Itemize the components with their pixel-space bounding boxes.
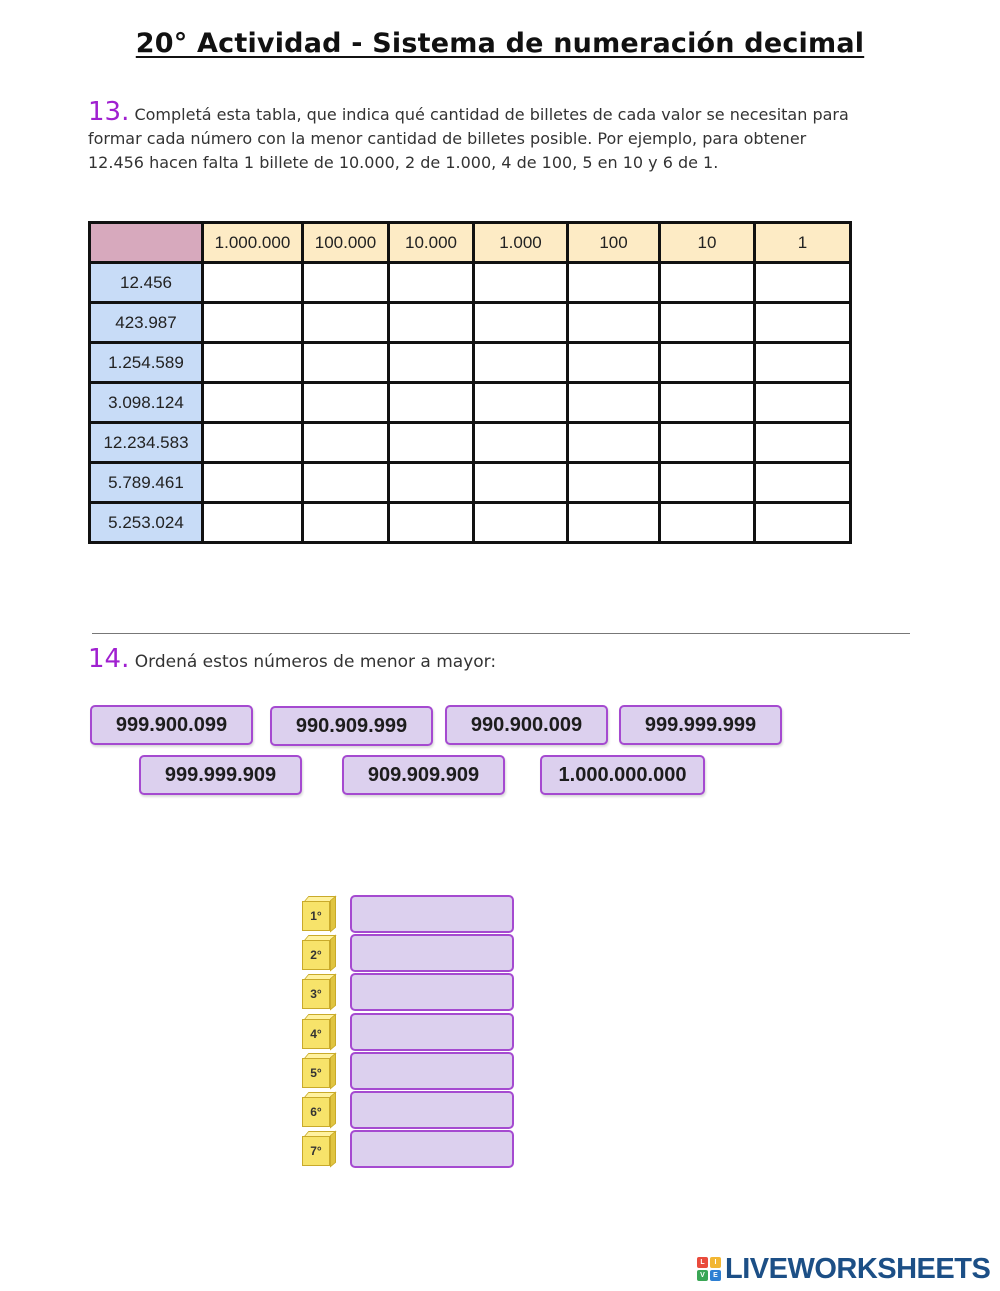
answer-input[interactable] — [475, 426, 566, 460]
rank-label: 7° — [302, 1136, 330, 1166]
table-cell — [660, 383, 755, 423]
rank-row — [300, 934, 516, 972]
answer-input[interactable] — [390, 266, 472, 300]
answer-input[interactable] — [204, 346, 301, 380]
table-cell — [568, 423, 660, 463]
header-1000: 1.000 — [474, 223, 568, 263]
drop-slot[interactable] — [350, 934, 514, 972]
answer-input[interactable] — [661, 426, 753, 460]
header-1: 1 — [755, 223, 851, 263]
table-body — [90, 263, 851, 543]
cube-side — [330, 1091, 336, 1128]
answer-input[interactable] — [204, 426, 301, 460]
table-cell — [474, 463, 568, 503]
question-14 — [88, 644, 496, 677]
row-label: 12.456 — [90, 263, 203, 303]
number-chip[interactable]: 909.909.909 — [342, 755, 505, 795]
cube-side — [330, 1052, 336, 1089]
rank-row — [300, 1091, 516, 1129]
answer-input[interactable] — [661, 266, 753, 300]
rank-label: 1° — [302, 901, 330, 931]
rank-cube-icon — [300, 1052, 336, 1090]
question-13-number: 13. — [88, 97, 130, 127]
answer-input[interactable] — [756, 306, 849, 340]
table-cell — [303, 423, 389, 463]
number-chip[interactable]: 999.999.999 — [619, 705, 782, 745]
table-cell — [203, 303, 303, 343]
table-cell — [203, 423, 303, 463]
table-cell — [755, 303, 851, 343]
answer-input[interactable] — [569, 506, 658, 540]
answer-input[interactable] — [390, 506, 472, 540]
table-row — [90, 343, 851, 383]
table-row — [90, 303, 851, 343]
rank-label: 6° — [302, 1097, 330, 1127]
rank-row — [300, 1130, 516, 1168]
table-cell — [303, 463, 389, 503]
answer-input[interactable] — [204, 506, 301, 540]
table-cell — [303, 343, 389, 383]
answer-input[interactable] — [569, 466, 658, 500]
answer-input[interactable] — [390, 426, 472, 460]
drop-slot[interactable] — [350, 895, 514, 933]
answer-input[interactable] — [304, 266, 387, 300]
header-10: 10 — [660, 223, 755, 263]
header-100000: 100.000 — [303, 223, 389, 263]
section-divider — [92, 633, 910, 634]
table-cell — [660, 503, 755, 543]
answer-input[interactable] — [569, 266, 658, 300]
rank-cube-icon — [300, 895, 336, 933]
rank-label: 2° — [302, 940, 330, 970]
table-cell — [303, 263, 389, 303]
table-cell — [474, 303, 568, 343]
number-chip[interactable]: 999.999.909 — [139, 755, 302, 795]
row-label: 5.789.461 — [90, 463, 203, 503]
cube-side — [330, 1013, 336, 1050]
row-label: 423.987 — [90, 303, 203, 343]
answer-input[interactable] — [304, 506, 387, 540]
cube-side — [330, 973, 336, 1010]
table-cell — [474, 503, 568, 543]
question-13-line-2: formar cada número con la menor cantidad de billetes posible. Por ejemplo, para obtener — [88, 129, 807, 148]
table-cell — [755, 463, 851, 503]
table-cell — [568, 263, 660, 303]
table-row — [90, 383, 851, 423]
drop-slot[interactable] — [350, 1130, 514, 1168]
rank-label: 5° — [302, 1058, 330, 1088]
liveworksheets-logo — [697, 1253, 990, 1286]
table-cell — [660, 343, 755, 383]
table-cell — [389, 383, 474, 423]
table-cell — [203, 343, 303, 383]
rank-row — [300, 1052, 516, 1090]
drop-slot[interactable] — [350, 973, 514, 1011]
table-cell — [474, 383, 568, 423]
number-chip[interactable]: 999.900.099 — [90, 705, 253, 745]
question-13-line-3: 12.456 hacen falta 1 billete de 10.000, 2 de 1.000, 4 de 100, 5 en 10 y 6 de 1. — [88, 153, 719, 172]
table-cell — [568, 303, 660, 343]
row-label: 12.234.583 — [90, 423, 203, 463]
table-cell — [203, 463, 303, 503]
answer-input[interactable] — [756, 346, 849, 380]
logo-letter: L — [697, 1257, 708, 1268]
answer-input[interactable] — [756, 506, 849, 540]
answer-input[interactable] — [304, 346, 387, 380]
page-title: 20° Actividad - Sistema de numeración decimal — [135, 28, 865, 59]
answer-input[interactable] — [756, 386, 849, 420]
answer-input[interactable] — [569, 346, 658, 380]
answer-input[interactable] — [390, 346, 472, 380]
answer-input[interactable] — [661, 466, 753, 500]
table-cell — [389, 423, 474, 463]
rank-cube-icon — [300, 1130, 336, 1168]
answer-input[interactable] — [475, 346, 566, 380]
header-100: 100 — [568, 223, 660, 263]
table-cell — [755, 503, 851, 543]
drop-slot[interactable] — [350, 1052, 514, 1090]
header-1000000: 1.000.000 — [203, 223, 303, 263]
table-cell — [474, 263, 568, 303]
logo-letter: E — [710, 1270, 721, 1281]
answer-input[interactable] — [390, 306, 472, 340]
table-cell — [755, 423, 851, 463]
number-chip[interactable]: 990.909.999 — [270, 706, 433, 746]
answer-input[interactable] — [204, 266, 301, 300]
table-cell — [389, 463, 474, 503]
table-cell — [568, 463, 660, 503]
table-cell — [203, 263, 303, 303]
answer-input[interactable] — [475, 386, 566, 420]
answer-input[interactable] — [304, 306, 387, 340]
answer-input[interactable] — [475, 466, 566, 500]
answer-input[interactable] — [204, 466, 301, 500]
table-cell — [755, 263, 851, 303]
table-cell — [389, 503, 474, 543]
table-row — [90, 463, 851, 503]
drop-slot[interactable] — [350, 1091, 514, 1129]
table-cell — [389, 343, 474, 383]
number-chip[interactable]: 990.900.009 — [445, 705, 608, 745]
table-row — [90, 263, 851, 303]
table-cell — [660, 263, 755, 303]
table-cell — [660, 423, 755, 463]
logo-text: LIVEWORKSHEETS — [725, 1253, 991, 1285]
table-cell — [660, 303, 755, 343]
answer-input[interactable] — [204, 386, 301, 420]
drop-slot[interactable] — [350, 1013, 514, 1051]
question-13 — [88, 97, 918, 175]
table-cell — [660, 463, 755, 503]
table-corner — [90, 223, 203, 263]
answer-input[interactable] — [661, 386, 753, 420]
answer-input[interactable] — [304, 466, 387, 500]
logo-mark-icon — [697, 1257, 723, 1283]
answer-input[interactable] — [390, 466, 472, 500]
table-row — [90, 423, 851, 463]
answer-input[interactable] — [390, 386, 472, 420]
answer-input[interactable] — [475, 266, 566, 300]
rank-row — [300, 1013, 516, 1051]
answer-input[interactable] — [204, 306, 301, 340]
table-cell — [389, 263, 474, 303]
rank-row — [300, 895, 516, 933]
table-cell — [303, 303, 389, 343]
rank-cube-icon — [300, 934, 336, 972]
answer-input[interactable] — [569, 386, 658, 420]
answer-input[interactable] — [304, 386, 387, 420]
table-cell — [303, 383, 389, 423]
rank-row — [300, 973, 516, 1011]
table-cell — [568, 503, 660, 543]
table-row — [90, 503, 851, 543]
header-10000: 10.000 — [389, 223, 474, 263]
rank-label: 3° — [302, 979, 330, 1009]
answer-input[interactable] — [661, 346, 753, 380]
answer-input[interactable] — [475, 306, 566, 340]
answer-input[interactable] — [475, 506, 566, 540]
row-label: 1.254.589 — [90, 343, 203, 383]
answer-input[interactable] — [756, 466, 849, 500]
logo-letter: V — [697, 1270, 708, 1281]
cube-side — [330, 1130, 336, 1167]
logo-letter: I — [710, 1257, 721, 1268]
bills-table — [88, 221, 852, 544]
table-cell — [568, 343, 660, 383]
table-cell — [203, 503, 303, 543]
rank-label: 4° — [302, 1019, 330, 1049]
table-cell — [474, 423, 568, 463]
answer-input[interactable] — [569, 426, 658, 460]
table-cell — [755, 383, 851, 423]
rank-cube-icon — [300, 1013, 336, 1051]
answer-input[interactable] — [756, 426, 849, 460]
number-chip[interactable]: 1.000.000.000 — [540, 755, 705, 795]
table-cell — [568, 383, 660, 423]
table-cell — [474, 343, 568, 383]
answer-input[interactable] — [304, 426, 387, 460]
table-cell — [203, 383, 303, 423]
row-label: 5.253.024 — [90, 503, 203, 543]
table-cell — [389, 303, 474, 343]
row-label: 3.098.124 — [90, 383, 203, 423]
cube-side — [330, 934, 336, 971]
answer-input[interactable] — [569, 306, 658, 340]
table-cell — [755, 343, 851, 383]
cube-side — [330, 895, 336, 932]
rank-cube-icon — [300, 1091, 336, 1129]
table-cell — [303, 503, 389, 543]
question-13-line-1: Completá esta tabla, que indica qué cantidad de billetes de cada valor se necesitan para — [134, 105, 849, 124]
answer-input[interactable] — [756, 266, 849, 300]
question-14-number: 14. — [88, 644, 130, 674]
answer-input[interactable] — [661, 506, 753, 540]
rank-cube-icon — [300, 973, 336, 1011]
answer-input[interactable] — [661, 306, 753, 340]
question-14-text: Ordená estos números de menor a mayor: — [134, 652, 497, 672]
table-header-row — [90, 223, 851, 263]
